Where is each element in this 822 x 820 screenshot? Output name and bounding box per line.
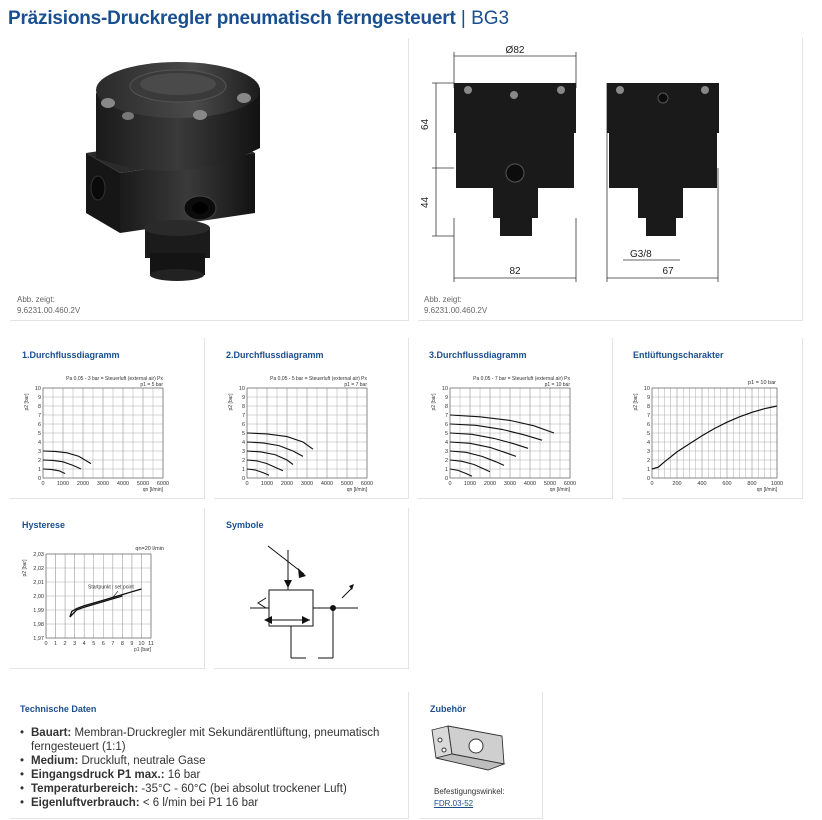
x-tick-label: 0 xyxy=(44,641,48,647)
x-tick-label: 5 xyxy=(92,641,96,647)
y-tick-label: 2,02 xyxy=(33,566,44,572)
x-tick-label: 4000 xyxy=(116,481,130,487)
drawing-caption-2: 9.6231.00.460.2V xyxy=(424,306,488,315)
flow2-title: 2.Durchflussdiagramm xyxy=(226,350,324,360)
dim-width-side: 67 xyxy=(662,266,674,277)
chart-qn: qn=20 l/min xyxy=(135,546,164,552)
y-tick-label: 7 xyxy=(444,413,448,419)
y-tick-label: 1,97 xyxy=(33,636,44,642)
drawing-panel xyxy=(418,38,803,321)
x-tick-label: 7 xyxy=(111,641,115,647)
x-axis-label: qn [l/min] xyxy=(142,487,163,492)
chart-p1: p1 = 5 bar xyxy=(140,382,163,388)
spec-item: • Temperaturbereich: -35°C - 60°C (bei absolut trockener Luft) xyxy=(20,782,410,796)
spec-item: • Bauart: Membran-Druckregler mit Sekundärentlüftung, pneumatisch ferngesteuert (1:1) xyxy=(20,726,410,754)
page-title xyxy=(8,8,509,30)
setpoint-label: Startpunkt | set point xyxy=(88,584,134,591)
chart-p1: p1 = 10 bar xyxy=(748,380,776,386)
y-tick-label: 5 xyxy=(37,431,41,437)
x-tick-label: 4000 xyxy=(523,481,537,487)
x-tick-label: 2000 xyxy=(76,481,90,487)
y-tick-label: 5 xyxy=(646,431,650,437)
flow3-chart xyxy=(425,372,615,492)
x-tick-label: 2000 xyxy=(280,481,294,487)
x-tick-label: 5000 xyxy=(340,481,354,487)
x-tick-label: 4 xyxy=(82,641,86,647)
series-line xyxy=(70,589,142,617)
hyst-title: Hysterese xyxy=(22,520,66,530)
dim-diameter: Ø82 xyxy=(505,45,525,56)
x-tick-label: 3000 xyxy=(96,481,110,487)
x-tick-label: 0 xyxy=(650,481,654,487)
x-tick-label: 2000 xyxy=(483,481,497,487)
accessory-label: Befestigungswinkel: xyxy=(434,787,505,796)
chart-note: Pa 0,05 - 3 bar = Steuerluft (external air) Px xyxy=(66,376,163,382)
dim-width-front: 82 xyxy=(509,266,521,277)
pneumatic-symbol xyxy=(240,540,370,660)
spec-item: • Eigenluftverbrauch: < 6 l/min bei P1 16 bar xyxy=(20,796,410,810)
y-tick-label: 6 xyxy=(241,422,245,428)
x-tick-label: 0 xyxy=(41,481,45,487)
y-axis-label: p2 [bar] xyxy=(431,393,437,411)
chart-p1: p1 = 10 bar xyxy=(544,382,570,388)
y-tick-label: 5 xyxy=(444,431,448,437)
y-axis-label: p2 [bar] xyxy=(22,559,28,577)
flow1-chart xyxy=(18,372,208,492)
y-tick-label: 0 xyxy=(646,476,650,482)
x-tick-label: 1000 xyxy=(463,481,477,487)
y-tick-label: 3 xyxy=(241,449,245,455)
x-tick-label: 6000 xyxy=(563,481,577,487)
x-tick-label: 11 xyxy=(148,641,154,647)
y-tick-label: 8 xyxy=(444,404,448,410)
x-tick-label: 5000 xyxy=(136,481,150,487)
y-tick-label: 6 xyxy=(37,422,41,428)
x-tick-label: 5000 xyxy=(543,481,557,487)
y-tick-label: 2 xyxy=(646,458,650,464)
x-axis-label: qn [l/min] xyxy=(549,487,570,492)
dim-thread: G3/8 xyxy=(630,249,652,260)
y-tick-label: 7 xyxy=(241,413,245,419)
y-tick-label: 3 xyxy=(37,449,41,455)
y-tick-label: 4 xyxy=(646,440,650,446)
y-tick-label: 1 xyxy=(37,467,41,473)
series-line xyxy=(450,469,472,476)
x-tick-label: 6 xyxy=(101,641,105,647)
y-tick-label: 0 xyxy=(37,476,41,482)
hyst-chart xyxy=(18,540,208,665)
x-tick-label: 3000 xyxy=(503,481,517,487)
y-tick-label: 2,00 xyxy=(33,594,44,600)
photo-caption-1: Abb. zeigt: xyxy=(17,295,55,304)
y-tick-label: 10 xyxy=(441,386,448,392)
y-tick-label: 7 xyxy=(37,413,41,419)
x-tick-label: 6000 xyxy=(360,481,374,487)
x-tick-label: 1000 xyxy=(56,481,70,487)
y-tick-label: 0 xyxy=(241,476,245,482)
y-tick-label: 4 xyxy=(37,440,41,446)
x-tick-label: 600 xyxy=(722,481,732,487)
y-tick-label: 8 xyxy=(646,404,650,410)
y-tick-label: 4 xyxy=(241,440,245,446)
vent-title: Entlüftungscharakter xyxy=(633,350,724,360)
y-tick-label: 1,98 xyxy=(33,622,44,628)
y-axis-label: p2 [bar] xyxy=(633,393,639,411)
x-tick-label: 1000 xyxy=(260,481,274,487)
chart-note: Pa 0,05 - 7 bar = Steuerluft (external air) Px xyxy=(473,376,570,382)
y-tick-label: 7 xyxy=(646,413,650,419)
flow1-title: 1.Durchflussdiagramm xyxy=(22,350,120,360)
y-tick-label: 2,01 xyxy=(33,580,44,586)
x-tick-label: 4000 xyxy=(320,481,334,487)
y-tick-label: 10 xyxy=(643,386,650,392)
y-tick-label: 8 xyxy=(241,404,245,410)
y-tick-label: 2 xyxy=(444,458,448,464)
x-tick-label: 3000 xyxy=(300,481,314,487)
y-tick-label: 9 xyxy=(646,395,650,401)
flow3-title: 3.Durchflussdiagramm xyxy=(429,350,527,360)
y-tick-label: 8 xyxy=(37,404,41,410)
chart-note: Pa 0,05 - 5 bar = Steuerluft (external air) Px xyxy=(270,376,367,382)
series-line xyxy=(450,451,504,465)
y-tick-label: 4 xyxy=(444,440,448,446)
series-line xyxy=(43,451,91,464)
y-tick-label: 2 xyxy=(241,458,245,464)
y-tick-label: 9 xyxy=(37,395,41,401)
vent-chart xyxy=(626,372,806,492)
y-tick-label: 3 xyxy=(646,449,650,455)
series-line xyxy=(43,469,65,474)
x-tick-label: 3 xyxy=(73,641,77,647)
chart-p1: p1 = 7 bar xyxy=(344,382,367,388)
y-tick-label: 1 xyxy=(646,467,650,473)
specs-title: Technische Daten xyxy=(20,704,97,714)
y-tick-label: 3 xyxy=(444,449,448,455)
y-tick-label: 5 xyxy=(241,431,245,437)
x-tick-label: 6000 xyxy=(156,481,170,487)
y-tick-label: 1 xyxy=(444,467,448,473)
x-tick-label: 8 xyxy=(120,641,124,647)
technical-drawing xyxy=(418,38,802,288)
x-tick-label: 400 xyxy=(697,481,707,487)
spec-item: • Medium: Druckluft, neutrale Gase xyxy=(20,754,410,768)
photo-caption-2: 9.6231.00.460.2V xyxy=(17,306,81,315)
x-axis-label: qn [l/min] xyxy=(346,487,367,492)
series-line xyxy=(43,460,81,469)
x-tick-label: 0 xyxy=(448,481,452,487)
x-tick-label: 1000 xyxy=(770,481,784,487)
series-line xyxy=(450,424,542,440)
y-tick-label: 10 xyxy=(34,386,41,392)
symbol-title: Symbole xyxy=(226,520,264,530)
y-axis-label: p2 [bar] xyxy=(24,393,30,411)
y-tick-label: 6 xyxy=(444,422,448,428)
product-code: BG3 xyxy=(471,8,510,29)
y-tick-label: 1,99 xyxy=(33,608,44,614)
accessory-title: Zubehör xyxy=(430,704,466,714)
x-tick-label: 0 xyxy=(245,481,249,487)
x-tick-label: 800 xyxy=(747,481,757,487)
accessory-link[interactable]: FDR.03-52 xyxy=(434,799,474,808)
series-line xyxy=(247,469,269,475)
product-title: Präzisions-Druckregler pneumatisch ferngesteuert xyxy=(8,8,456,29)
dim-height-bottom: 44 xyxy=(420,196,431,208)
flow2-chart xyxy=(222,372,412,492)
y-tick-label: 6 xyxy=(646,422,650,428)
photo-panel xyxy=(10,38,409,321)
y-axis-label: p2 [bar] xyxy=(228,393,234,411)
x-tick-label: 10 xyxy=(138,641,145,647)
y-tick-label: 0 xyxy=(444,476,448,482)
x-tick-label: 200 xyxy=(672,481,682,487)
y-tick-label: 10 xyxy=(238,386,245,392)
x-tick-label: 2 xyxy=(63,641,67,647)
series-line xyxy=(70,596,123,617)
y-tick-label: 1 xyxy=(241,467,245,473)
drawing-caption-1: Abb. zeigt: xyxy=(424,295,462,304)
y-tick-label: 2 xyxy=(37,458,41,464)
x-axis-label: p1 [bar] xyxy=(134,647,151,653)
title-separator: | xyxy=(460,8,466,29)
series-line xyxy=(450,433,528,448)
x-axis-label: qn [l/min] xyxy=(756,487,777,492)
mounting-bracket-image xyxy=(428,724,508,776)
y-tick-label: 2,03 xyxy=(33,552,44,558)
dim-height-top: 64 xyxy=(420,118,431,130)
specs-list xyxy=(20,726,410,810)
y-tick-label: 9 xyxy=(444,395,448,401)
series-line xyxy=(247,451,293,465)
product-photo xyxy=(10,38,408,288)
x-tick-label: 1 xyxy=(54,641,58,647)
x-tick-label: 9 xyxy=(130,641,134,647)
y-tick-label: 9 xyxy=(241,395,245,401)
spec-item: • Eingangsdruck P1 max.: 16 bar xyxy=(20,768,410,782)
